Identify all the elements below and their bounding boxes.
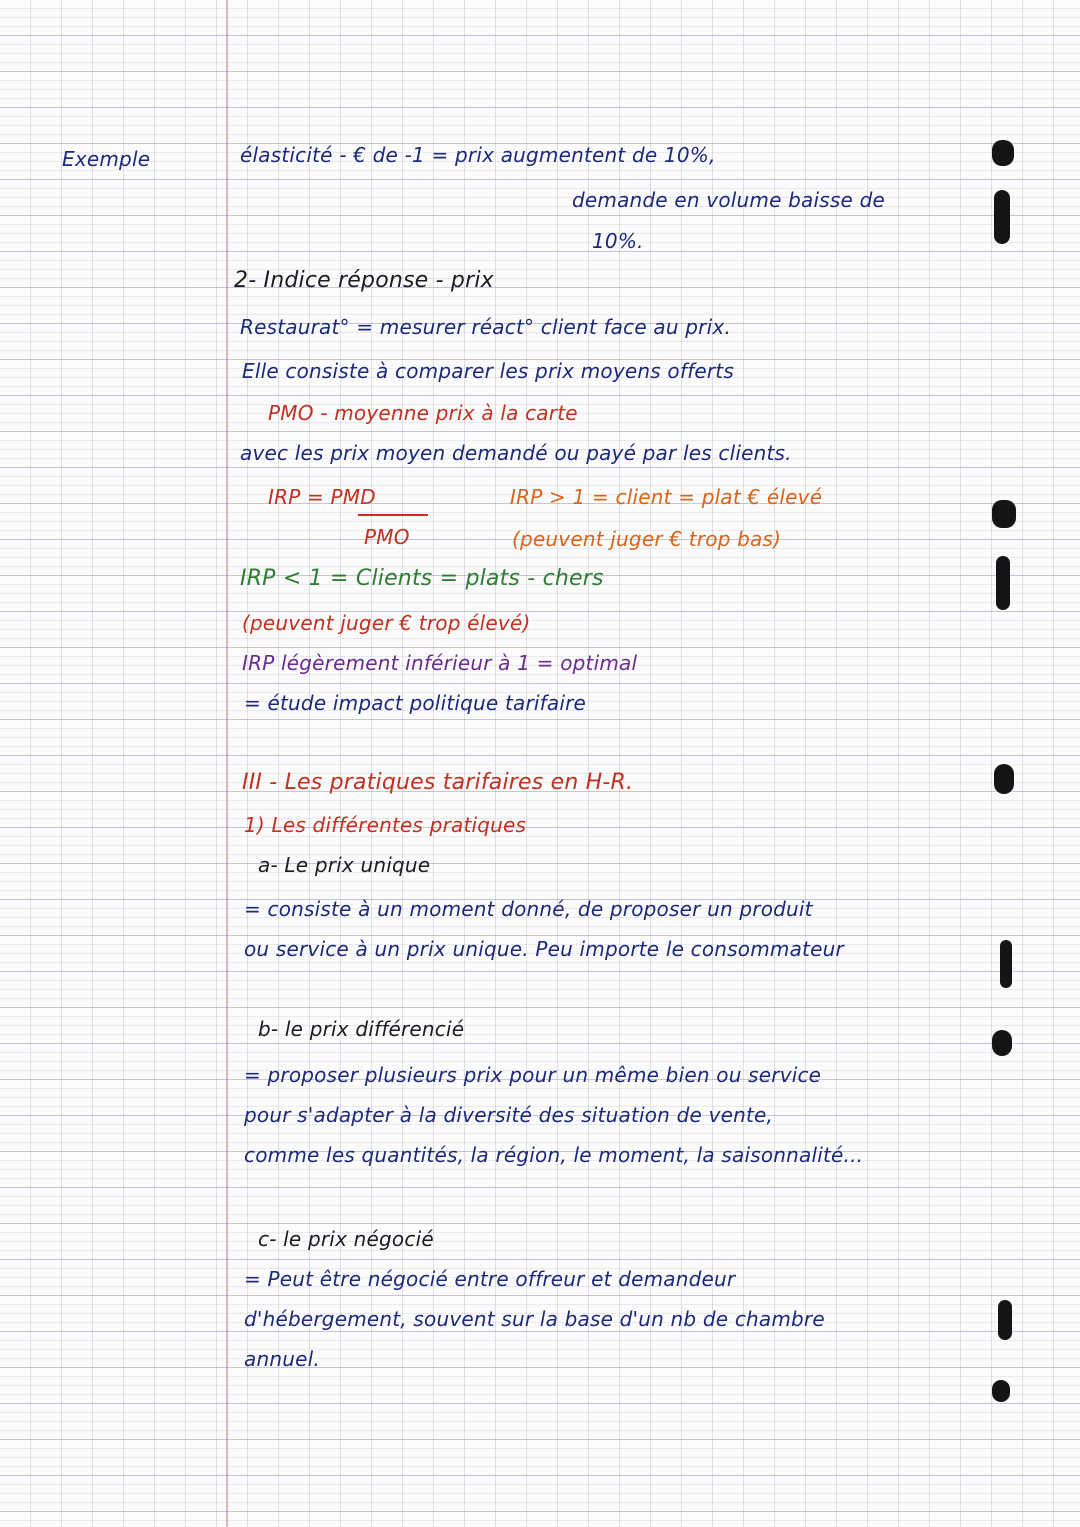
text-line: d'hébergement, souvent sur la base d'un nb de chambre: [244, 1307, 825, 1331]
text-line: IRP < 1 = Clients = plats - chers: [240, 566, 604, 591]
text-line: Restaurat° = mesurer réact° client face au prix.: [240, 315, 731, 339]
text-line: IRP > 1 = client = plat € élevé: [510, 485, 823, 509]
binder-hole: [996, 556, 1010, 610]
text-line: IRP légèrement inférieur à 1 = optimal: [242, 651, 638, 675]
binder-hole: [992, 1380, 1010, 1402]
binder-hole: [992, 500, 1016, 528]
binder-hole: [1000, 940, 1012, 988]
formula-numerator: IRP = PMD: [268, 485, 376, 509]
binder-hole: [992, 140, 1014, 166]
binder-hole: [994, 764, 1014, 794]
text-line: = étude impact politique tarifaire: [244, 691, 587, 715]
text-line: = proposer plusieurs prix pour un même bien ou service: [244, 1063, 822, 1087]
binder-hole: [998, 1300, 1012, 1340]
section-heading: 2- Indice réponse - prix: [234, 268, 494, 293]
subsection-heading: c- le prix négocié: [258, 1227, 434, 1251]
text-line: demande en volume baisse de: [572, 188, 885, 212]
text-line: = Peut être négocié entre offreur et demandeur: [244, 1267, 736, 1291]
text-line: annuel.: [244, 1347, 320, 1371]
formula-denominator: PMO: [364, 525, 410, 549]
subsection-heading: b- le prix différencié: [258, 1017, 465, 1041]
binder-hole: [994, 190, 1010, 244]
text-line: Elle consiste à comparer les prix moyens offerts: [242, 359, 734, 383]
subsection-heading: 1) Les différentes pratiques: [244, 813, 527, 837]
text-line: = consiste à un moment donné, de proposer un produit: [244, 897, 813, 921]
text-line: avec les prix moyen demandé ou payé par les clients.: [240, 441, 792, 465]
text-line: comme les quantités, la région, le moment, la saisonnalité...: [244, 1143, 864, 1167]
text-line: (peuvent juger € trop bas): [512, 527, 782, 551]
text-line: élasticité - € de -1 = prix augmentent de 10%,: [240, 143, 716, 167]
text-line: pour s'adapter à la diversité des situation de vente,: [244, 1103, 774, 1127]
margin-label: Exemple: [62, 147, 151, 171]
text-line: ou service à un prix unique. Peu importe le consommateur: [244, 937, 844, 961]
binder-hole: [992, 1030, 1012, 1056]
text-line: 10%.: [592, 229, 644, 253]
text-line: (peuvent juger € trop élevé): [242, 611, 531, 635]
subsection-heading: a- Le prix unique: [258, 853, 431, 877]
text-line: PMO - moyenne prix à la carte: [268, 401, 578, 425]
section-heading: III - Les pratiques tarifaires en H-R.: [242, 770, 634, 795]
